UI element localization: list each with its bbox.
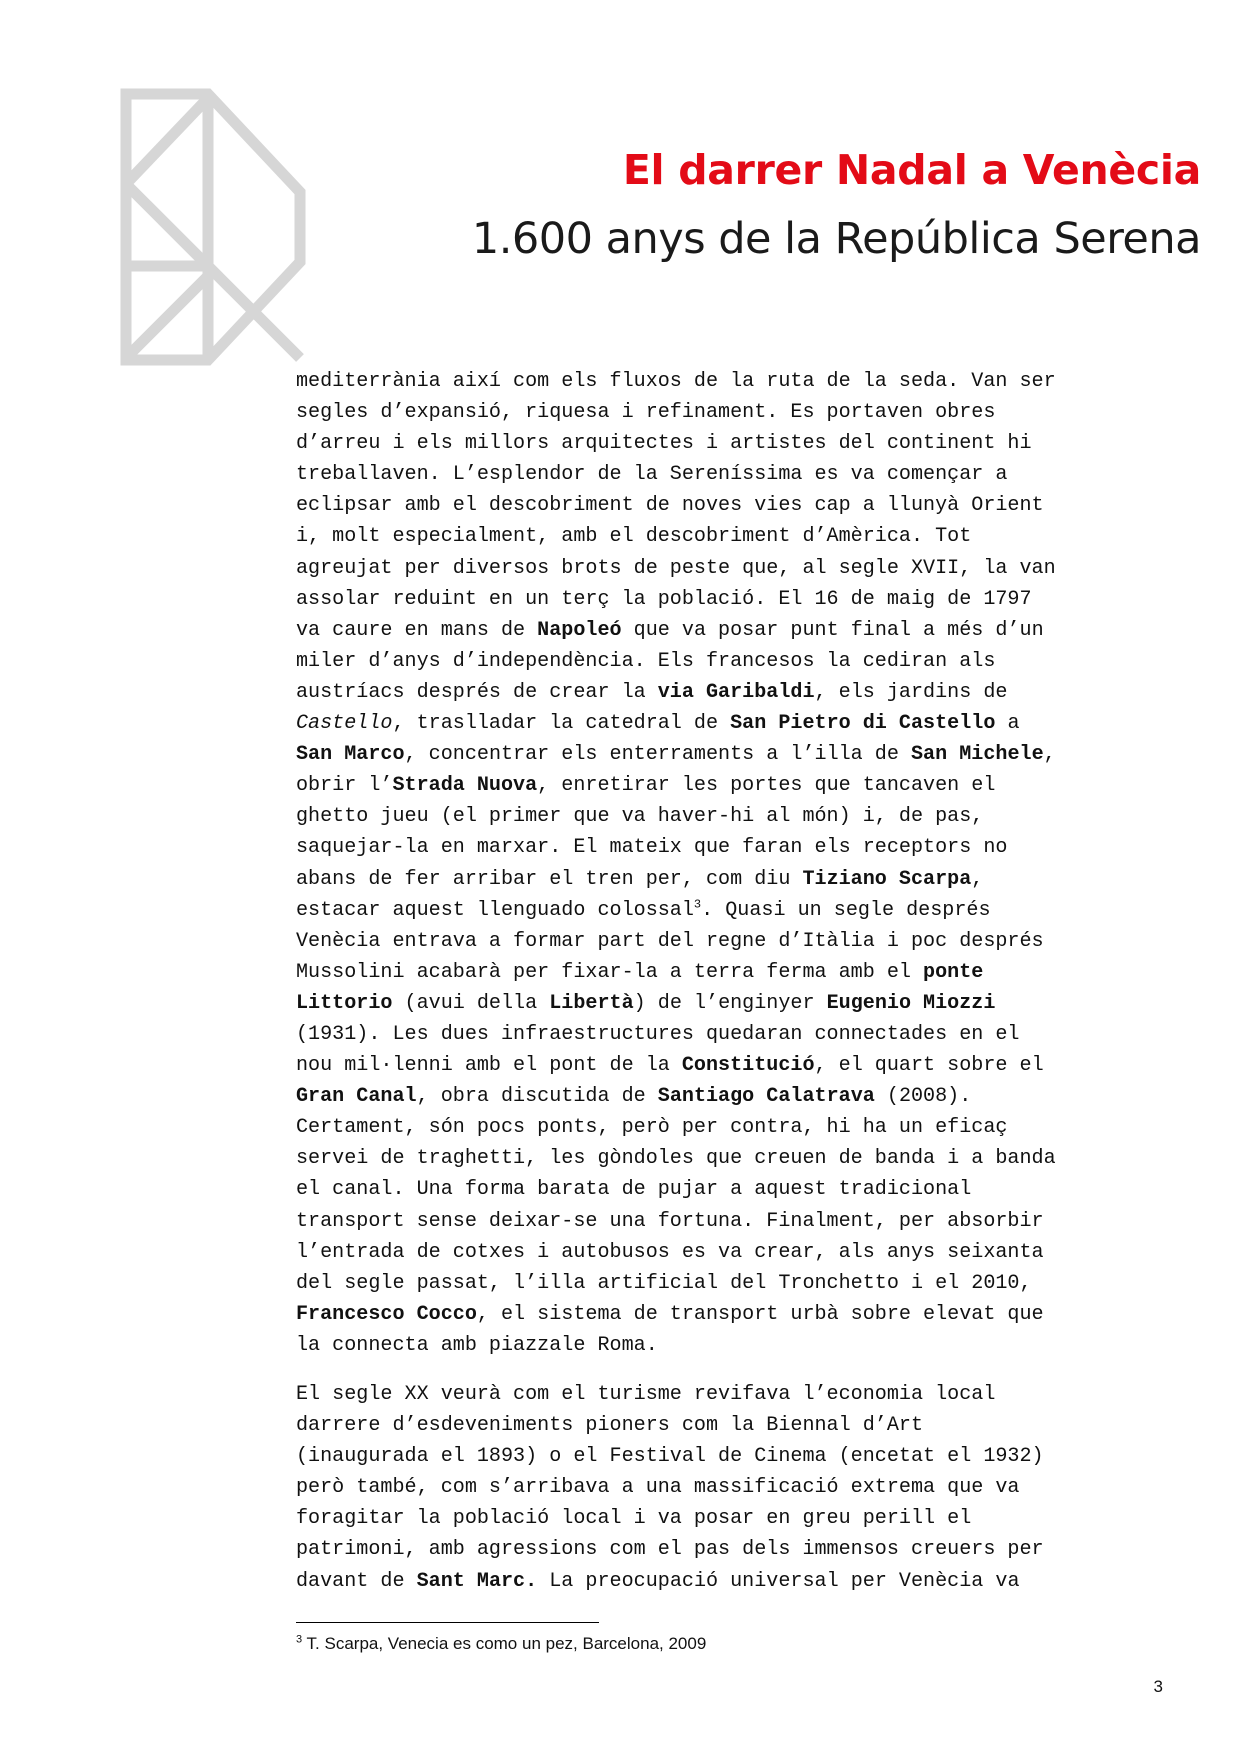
text-line <box>296 739 1176 770</box>
text-line <box>296 1410 1176 1441</box>
bold-term: Tiziano Scarpa <box>802 867 972 891</box>
text-line <box>296 926 1176 957</box>
document-title: El darrer Nadal a Venècia <box>622 146 1201 194</box>
text-line <box>296 1566 1176 1597</box>
text-run: (inaugurada el 1893) o el Festival de Cinema (encetat el 1932) <box>296 1445 1044 1469</box>
text-run: saquejar-la en marxar. El mateix que faran els receptors no <box>296 836 1008 860</box>
text-line <box>296 770 1176 801</box>
bold-term: Libertà <box>549 991 634 1015</box>
text-run: Certament, són pocs ponts, però per contra, hi ha un eficaç <box>296 1116 1008 1140</box>
text-line <box>296 646 1176 677</box>
text-line <box>296 615 1176 646</box>
text-line <box>296 490 1176 521</box>
footnote-text: T. Scarpa, Venecia es como un pez, Barcelona, 2009 <box>302 1634 707 1653</box>
text-run: treballaven. L’esplendor de la Sereníssima es va començar a <box>296 463 1008 487</box>
text-run: l’entrada de cotxes i autobusos es va crear, als anys seixanta <box>296 1240 1044 1264</box>
text-run: , els jardins de <box>814 680 1008 704</box>
text-line <box>296 1081 1176 1112</box>
text-run: foragitar la població local i va posar en greu perill el <box>296 1507 972 1531</box>
text-line <box>296 1019 1176 1050</box>
text-run: i, molt especialment, amb el descobriment d’Amèrica. Tot <box>296 525 972 549</box>
text-line <box>296 366 1176 397</box>
bold-term: Littorio <box>296 991 393 1015</box>
text-run: , obra discutida de <box>416 1085 658 1109</box>
text-run: , concentrar els enterraments a l’illa de <box>404 743 911 767</box>
bold-term: ponte <box>923 960 984 984</box>
footnote-separator <box>296 1622 599 1623</box>
text-run: servei de traghetti, les gòndoles que creuen de banda i a banda <box>296 1147 1056 1171</box>
text-run: mediterrània així com els fluxos de la ruta de la seda. Van ser <box>296 370 1056 393</box>
text-run: El segle XX veurà com el turisme revifava l’economia local <box>296 1383 996 1406</box>
text-run: Mussolini acabarà per fixar-la a terra ferma amb el <box>296 960 924 984</box>
text-line <box>296 1330 1176 1361</box>
text-run: ) de l’enginyer <box>633 991 827 1015</box>
text-run: transport sense deixar-se una fortuna. Finalment, per absorbir <box>296 1209 1044 1233</box>
text-run: La preocupació universal per Venècia va <box>537 1569 1020 1593</box>
bold-term: Santiago Calatrava <box>657 1085 875 1109</box>
text-run: eclipsar amb el descobriment de noves vies cap a llunyà Orient <box>296 494 1044 518</box>
text-run: miler d’anys d’independència. Els francesos la cediran als <box>296 649 996 673</box>
text-run: (1931). Les dues infraestructures quedaran connectades en el <box>296 1022 1020 1046</box>
text-line <box>296 1299 1176 1330</box>
text-line <box>296 832 1176 863</box>
text-run: que va posar punt final a més d’un <box>621 618 1044 642</box>
text-run: estacar aquest llenguado colossal <box>296 898 694 922</box>
text-line <box>296 1268 1176 1299</box>
text-run: patrimoni, amb agressions com el pas dels immensos creuers per <box>296 1538 1044 1562</box>
text-run: assolar reduint en un terç la població. El 16 de maig de 1797 <box>296 587 1032 611</box>
text-run: la connecta amb piazzale Roma. <box>296 1333 658 1357</box>
text-run: Venècia entrava a formar part del regne d’Itàlia i poc després <box>296 929 1044 953</box>
text-run: nou mil·lenni amb el pont de la <box>296 1054 682 1078</box>
bold-term: San Pietro di Castello <box>730 712 996 736</box>
text-run: darrere d’esdeveniments pioners com la Biennal d’Art <box>296 1414 924 1438</box>
bold-term: Francesco Cocco <box>296 1302 477 1326</box>
text-run: austríacs després de crear la <box>296 680 658 704</box>
text-run: agreujat per diversos brots de peste que, al segle XVII, la van <box>296 556 1056 580</box>
text-line <box>296 957 1176 988</box>
body-paragraph <box>296 366 1176 1361</box>
text-run: però també, com s’arribava a una massificació extrema que va <box>296 1476 1020 1500</box>
stylized-book-logo-icon <box>120 88 315 368</box>
bold-term: San Michele <box>910 743 1044 767</box>
bold-term: Sant Marc. <box>416 1569 538 1593</box>
text-run: abans de fer arribar el tren per, com diu <box>296 867 803 891</box>
text-run: davant de <box>296 1569 417 1593</box>
text-line <box>296 1472 1176 1503</box>
text-line <box>296 1441 1176 1472</box>
bold-term: San Marco <box>296 743 405 767</box>
italic-term: Castello <box>296 712 393 736</box>
footnote-marker: 3 <box>296 1633 303 1646</box>
text-line <box>296 677 1176 708</box>
bold-term: Gran Canal <box>296 1085 417 1109</box>
bold-term: via Garibaldi <box>657 680 815 704</box>
footnote-reference: 3 <box>693 896 702 911</box>
footnote <box>296 1633 706 1655</box>
text-run: , <box>971 867 984 891</box>
text-line <box>296 801 1176 832</box>
text-run: , el sistema de transport urbà sobre elevat que <box>476 1302 1044 1326</box>
bold-term: Eugenio Miozzi <box>826 991 996 1015</box>
text-line <box>296 459 1176 490</box>
text-line <box>296 988 1176 1019</box>
text-line <box>296 1503 1176 1534</box>
text-line <box>296 1534 1176 1565</box>
text-line <box>296 1237 1176 1268</box>
page-number: 3 <box>1153 1677 1163 1696</box>
text-run: , traslladar la catedral de <box>392 712 731 736</box>
bold-term: Constitució <box>681 1054 815 1078</box>
document-subtitle: 1.600 anys de la República Serena <box>471 214 1201 264</box>
text-line <box>296 1050 1176 1081</box>
text-line <box>296 708 1176 739</box>
text-run: segles d’expansió, riquesa i refinament. Es portaven obres <box>296 401 996 425</box>
text-line <box>296 521 1176 552</box>
text-line <box>296 895 1176 926</box>
text-line <box>296 428 1176 459</box>
text-line <box>296 1379 1176 1410</box>
text-run: del segle passat, l’illa artificial del Tronchetto i el 2010, <box>296 1271 1032 1295</box>
text-run: , <box>1043 743 1056 767</box>
text-line <box>296 1174 1176 1205</box>
text-line <box>296 584 1176 615</box>
text-line <box>296 1143 1176 1174</box>
text-run: va caure en mans de <box>296 618 538 642</box>
text-run: ghetto jueu (el primer que va haver-hi al món) i, de pas, <box>296 805 984 829</box>
bold-term: Strada Nuova <box>392 774 538 798</box>
text-line <box>296 864 1176 895</box>
bold-term: Napoleó <box>537 618 622 642</box>
text-line <box>296 1112 1176 1143</box>
text-run: (avui della <box>392 991 550 1015</box>
text-run: . Quasi un segle després <box>701 898 991 922</box>
text-line <box>296 553 1176 584</box>
text-run: d’arreu i els millors arquitectes i artistes del continent hi <box>296 432 1032 456</box>
text-run: a <box>995 712 1020 736</box>
body-paragraph <box>296 1379 1176 1597</box>
text-run: , enretirar les portes que tancaven el <box>537 774 996 798</box>
text-run: obrir l’ <box>296 774 393 798</box>
text-run: (2008). <box>874 1085 972 1109</box>
text-run: el canal. Una forma barata de pujar a aquest tradicional <box>296 1178 972 1202</box>
text-line <box>296 1206 1176 1237</box>
text-line <box>296 397 1176 428</box>
text-run: , el quart sobre el <box>814 1054 1044 1078</box>
body-text <box>296 366 1176 1597</box>
